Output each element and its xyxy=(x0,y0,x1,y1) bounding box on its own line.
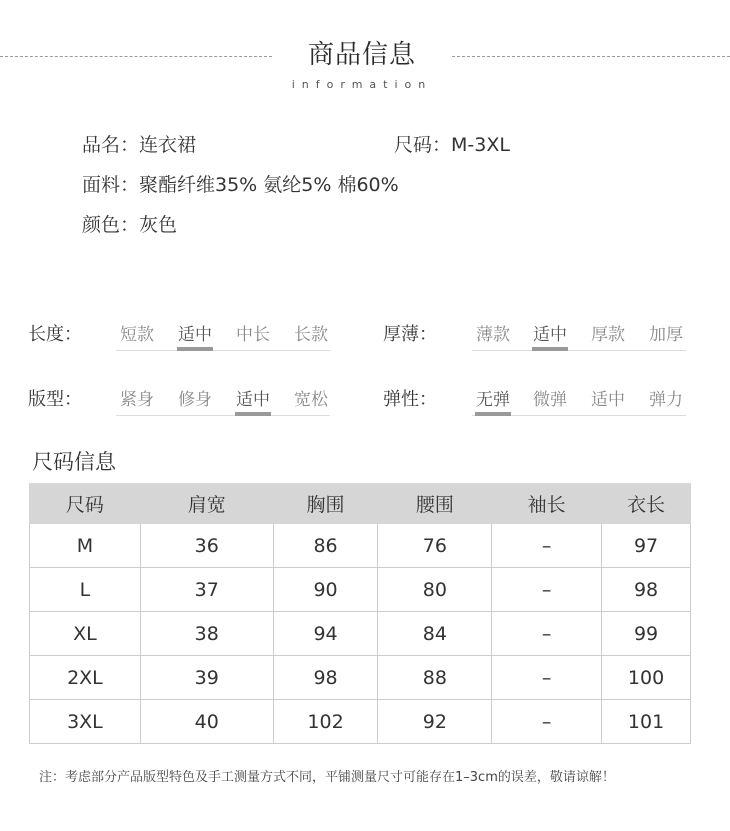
cell-waist: 84 xyxy=(378,612,492,656)
cell-bust: 102 xyxy=(273,700,378,744)
thickness-option-3: 厚款 xyxy=(591,325,625,345)
product-name: 品名：连衣裙 xyxy=(82,134,197,156)
table-row xyxy=(30,524,691,568)
header-waist: 腰围 xyxy=(378,484,492,524)
product-color: 颜色：灰色 xyxy=(82,214,178,236)
cell-bust: 98 xyxy=(273,656,378,700)
cell-bust: 94 xyxy=(273,612,378,656)
cell-shoulder: 39 xyxy=(140,656,273,700)
cell-length: 99 xyxy=(602,612,691,656)
section-header xyxy=(0,0,730,100)
table-row xyxy=(30,656,691,700)
attr-underline-thickness xyxy=(472,350,686,351)
cell-shoulder: 38 xyxy=(140,612,273,656)
product-material: 面料：聚酯纤维35% 氨纶5% 棉60% xyxy=(82,174,399,196)
page-subtitle: information xyxy=(291,78,433,91)
cell-length: 98 xyxy=(602,568,691,612)
elasticity-option-1: 无弹 xyxy=(473,385,513,410)
table-row xyxy=(30,612,691,656)
cell-shoulder: 36 xyxy=(140,524,273,568)
cell-length: 97 xyxy=(602,524,691,568)
header-bust: 胸围 xyxy=(273,484,378,524)
cell-bust: 90 xyxy=(273,568,378,612)
header-size: 尺码 xyxy=(30,484,141,524)
attr-label-fit: 版型： xyxy=(28,389,82,410)
length-option-1: 短款 xyxy=(120,325,154,345)
cell-sleeve: – xyxy=(492,700,602,744)
fit-option-1: 紧身 xyxy=(120,390,154,410)
cell-waist: 80 xyxy=(378,568,492,612)
fit-option-3: 适中 xyxy=(233,385,273,410)
header-shoulder: 肩宽 xyxy=(140,484,273,524)
divider-right xyxy=(452,56,730,57)
elasticity-option-3: 适中 xyxy=(591,390,625,410)
size-table-header-row xyxy=(30,484,691,524)
cell-bust: 86 xyxy=(273,524,378,568)
product-size-range: 尺码：M-3XL xyxy=(394,134,510,156)
size-table xyxy=(29,483,691,744)
table-row xyxy=(30,700,691,744)
cell-size: XL xyxy=(30,612,141,656)
attr-row-2 xyxy=(0,380,730,414)
cell-sleeve: – xyxy=(492,612,602,656)
size-table-title: 尺码信息 xyxy=(32,450,116,474)
attr-label-thickness: 厚薄： xyxy=(383,324,437,345)
cell-size: M xyxy=(30,524,141,568)
attribute-panel xyxy=(0,315,730,425)
cell-size: 3XL xyxy=(30,700,141,744)
attr-row-1 xyxy=(0,315,730,349)
thickness-option-1: 薄款 xyxy=(476,325,510,345)
elasticity-option-2: 微弹 xyxy=(533,390,567,410)
cell-sleeve: – xyxy=(492,524,602,568)
cell-size: L xyxy=(30,568,141,612)
header-sleeve: 袖长 xyxy=(492,484,602,524)
cell-waist: 88 xyxy=(378,656,492,700)
product-info xyxy=(82,130,510,250)
measurement-note: 注：考虑部分产品版型特色及手工测量方式不同，平铺测量尺寸可能存在1–3cm的误差，敬请谅解！ xyxy=(39,770,615,785)
cell-shoulder: 37 xyxy=(140,568,273,612)
thickness-option-4: 加厚 xyxy=(649,325,683,345)
attr-underline-fit xyxy=(116,415,330,416)
header-length: 衣长 xyxy=(602,484,691,524)
divider-left xyxy=(0,56,272,57)
attr-label-elasticity: 弹性： xyxy=(383,389,437,410)
thickness-option-2: 适中 xyxy=(530,320,570,345)
cell-length: 100 xyxy=(602,656,691,700)
fit-option-2: 修身 xyxy=(178,390,212,410)
cell-length: 101 xyxy=(602,700,691,744)
attr-label-length: 长度： xyxy=(28,324,82,345)
cell-waist: 76 xyxy=(378,524,492,568)
cell-sleeve: – xyxy=(492,656,602,700)
cell-size: 2XL xyxy=(30,656,141,700)
length-option-3: 中长 xyxy=(236,325,270,345)
table-row xyxy=(30,568,691,612)
fit-option-4: 宽松 xyxy=(294,390,328,410)
length-option-4: 长款 xyxy=(294,325,328,345)
elasticity-option-4: 弹力 xyxy=(649,390,683,410)
page-title: 商品信息 xyxy=(307,40,416,70)
attr-underline-length xyxy=(116,350,330,351)
length-option-2: 适中 xyxy=(175,320,215,345)
cell-shoulder: 40 xyxy=(140,700,273,744)
cell-sleeve: – xyxy=(492,568,602,612)
cell-waist: 92 xyxy=(378,700,492,744)
